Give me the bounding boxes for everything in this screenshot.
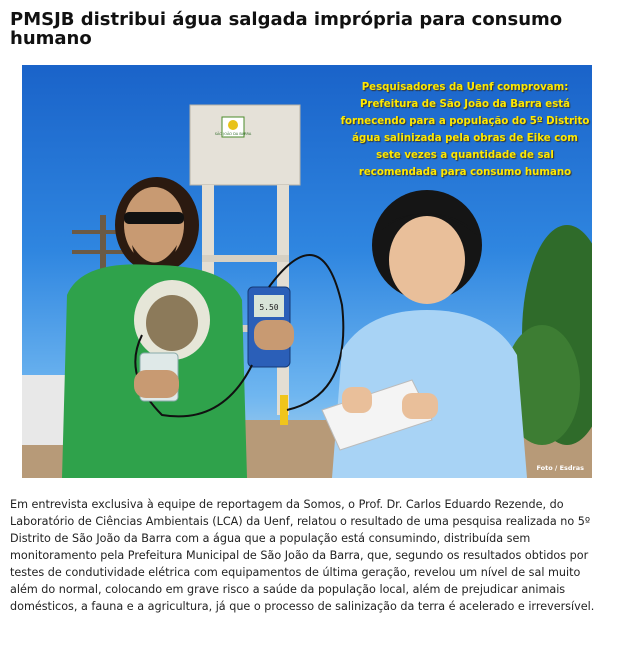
article-headline: PMSJB distribui água salgada imprópria para consumo humano xyxy=(10,9,563,49)
news-photo xyxy=(22,65,592,478)
article-body: Em entrevista exclusiva à equipe de reportagem da Somos, o Prof. Dr. Carlos Eduardo Rezende, do Laboratório de Ciências Ambientais (LCA) da Uenf, relatou o resultado de uma pesquisa realizada no 5º Distrito de São João da Barra com a água que a população está consumindo, distribuída sem monitoramento pela Prefeitura Municipal de São João da Barra, que, segundo os resultados obtidos por testes de condutividade elétrica com equipamentos de última geração, revelou um nível de sal muito além do normal, colocando em grave risco a saúde da população local, além de prejudicar animais domésticos, a fauna e a agricultura, já que o processo de salinização da terra é acelerado e irreversível. xyxy=(10,498,595,613)
meter-reading: 5.50 xyxy=(259,303,279,312)
woman-face xyxy=(389,216,465,304)
tank-logo-text: SÃO JOÃO DA BARRA xyxy=(214,132,252,136)
woman-hand xyxy=(402,393,438,419)
man-hand xyxy=(254,320,294,350)
photo-caption: Pesquisadores da Uenf comprovam: Prefeitura de São João da Barra está fornecendo para a população do 5º Distrito água salinizada pela obras de Eike com sete vezes a quantidade de sal recomendada para consumo humano xyxy=(340,82,590,178)
water-tower-tank xyxy=(190,105,300,185)
man-hand xyxy=(134,370,179,398)
striped-post xyxy=(280,395,288,425)
sunglasses xyxy=(124,212,184,224)
woman-hand xyxy=(342,387,372,413)
photo-credit: Foto / Esdras xyxy=(536,464,584,472)
